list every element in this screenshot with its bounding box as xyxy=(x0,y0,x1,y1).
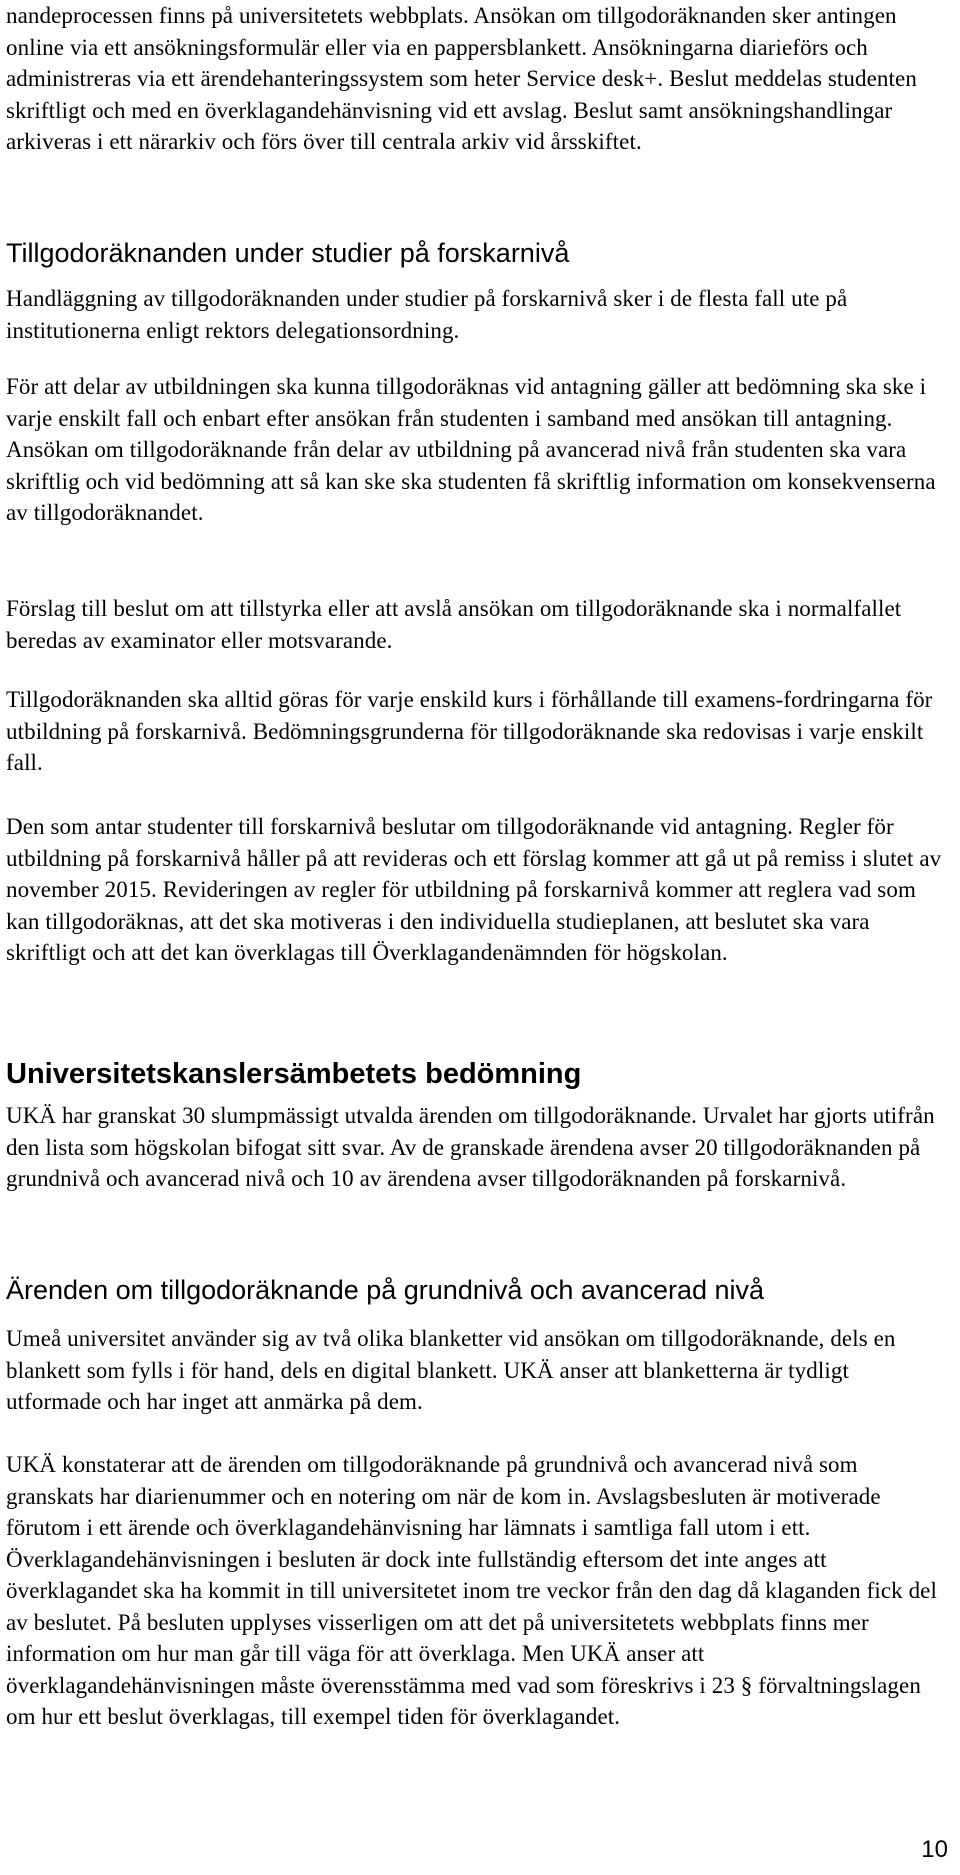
heading-uka-bedomning: Universitetskanslersämbetets bedömning xyxy=(6,1058,582,1090)
paragraph-konstaterar: UKÄ konstaterar att de ärenden om tillgodoräknande på grundnivå och avancerad nivå som granskats har diarienummer och en notering om när de kom in. Avslagsbesluten är motiverade förutom i ett ärende och överklagandehänvisning har lämnats i samtliga fall utom i ett. Överklagandehänvisningen i besluten är dock inte fullständig eftersom det inte anges att överklagandet ska ha kommit in till universitetet inom tre veckor från den dag då klaganden fick del av beslutet. På besluten upplyses visserligen om att det på universitetets webbplats finns mer information om hur man går till väga för att överklaga. Men UKÄ anser att överklagandehänvisningen måste överensstämma med vad som föreskrivs i 23 § förvaltningslagen om hur ett beslut överklagas, till exempel tiden för överklagandet. xyxy=(6,1452,937,1729)
heading-forskarniva: Tillgodoräknanden under studier på forskarnivå xyxy=(6,238,570,268)
paragraph-blanketter: Umeå universitet använder sig av två olika blanketter vid ansökan om tillgodoräknande, dels en blankett som fylls i för hand, dels en digital blankett. UKÄ anser att blanketterna är tydligt utformade och har inget att anmärka på dem. xyxy=(6,1326,896,1414)
paragraph-granskning: UKÄ har granskat 30 slumpmässigt utvalda ärenden om tillgodoräknande. Urvalet har gjorts utifrån den lista som högskolan bifogat sitt svar. Av de granskade ärendena avser 20 tillgodoräknanden på grundnivå och avancerad nivå och 10 av ärendena avser tillgodoräknanden på forskarnivå. xyxy=(6,1103,935,1191)
paragraph-regler: Den som antar studenter till forskarnivå beslutar om tillgodoräknande vid antagning. Regler för utbildning på forskarnivå håller på att revideras och ett förslag kommer att gå ut på remiss i slutet av november 2015. Revideringen av regler för utbildning på forskarnivå kommer att reglera vad som kan tillgodoräknas, att det ska motiveras i den individuella studieplanen, att beslutet ska vara skriftligt och att det kan överklagas till Överklagandenämnden för högskolan. xyxy=(6,814,942,965)
heading-grundniva: Ärenden om tillgodoräknande på grundnivå och avancerad nivå xyxy=(6,1275,765,1305)
paragraph-forslag: Förslag till beslut om att tillstyrka eller att avslå ansökan om tillgodoräknande ska i normalfallet beredas av examinator eller motsvarande. xyxy=(6,596,902,653)
paragraph-antagning: För att delar av utbildningen ska kunna tillgodoräknas vid antagning gäller att bedömning ska ske i varje enskilt fall och enbart efter ansökan från studenten i samband med ansökan till antagning. Ansökan om tillgodoräknande från delar av utbildning på avancerad nivå från studenten ska vara skriftlig och vid bedömning att så kan ske ska studenten få skriftlig information om konsekvenserna av tillgodoräknandet. xyxy=(6,374,936,525)
paragraph-appeal-process: nandeprocessen finns på universitetets webbplats. Ansökan om tillgodoräknanden sker antingen online via ett ansökningsformulär eller via en pappersblankett. Ansökningarna diarieförs och administreras via ett ärendehanteringssystem som heter Service desk+. Beslut meddelas studenten skriftligt och med en överklagandehänvisning vid ett avslag. Beslut samt ansökningshandlingar arkiveras i ett närarkiv och förs över till centrala arkiv vid årsskiftet. xyxy=(6,3,917,154)
paragraph-handlaggning: Handläggning av tillgodoräknanden under studier på forskarnivå sker i de flesta fall ute på institutionerna enligt rektors delegationsordning. xyxy=(6,286,848,343)
paragraph-kurs: Tillgodoräknanden ska alltid göras för varje enskild kurs i förhållande till examens-fordringarna för utbildning på forskarnivå. Bedömningsgrunderna för tillgodoräknande ska redovisas i varje enskilt fall. xyxy=(6,687,933,775)
page-number: 10 xyxy=(921,1836,948,1863)
